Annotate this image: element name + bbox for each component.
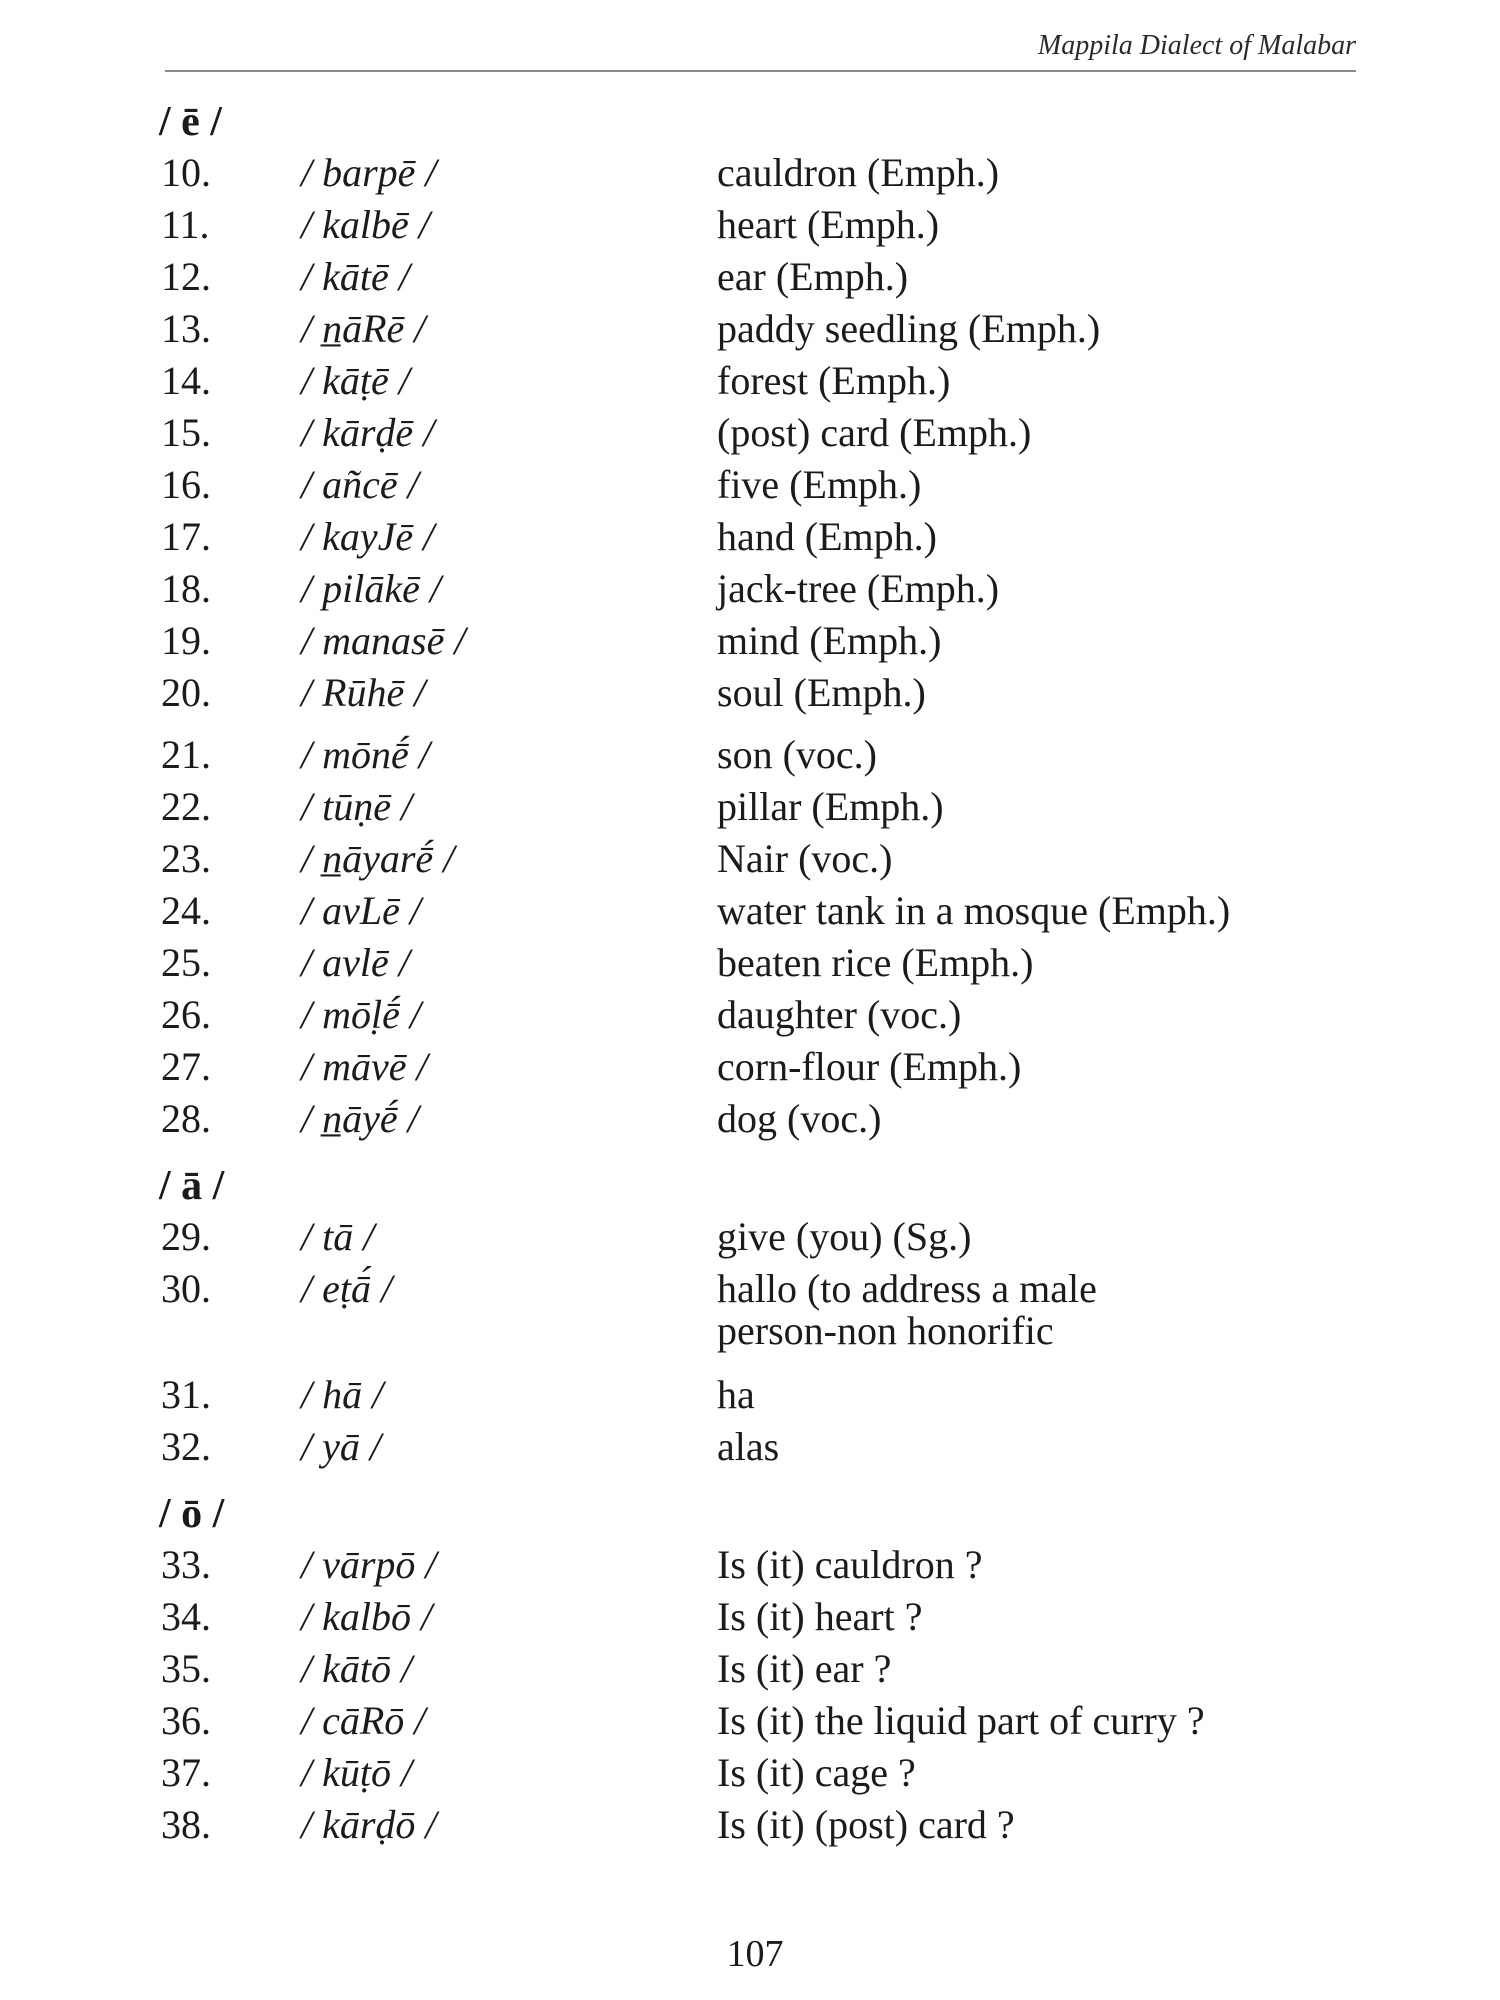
list-item [157, 1648, 1357, 1700]
entry-number: 21. [161, 732, 211, 777]
entry-number: 11. [161, 202, 210, 247]
gloss: water tank in a mosque (Emph.) [717, 888, 1231, 933]
entry-number: 13. [161, 306, 211, 351]
list-item [157, 942, 1357, 994]
gloss: paddy seedling (Emph.) [717, 306, 1101, 351]
gloss: pillar (Emph.) [717, 784, 944, 829]
entry-number: 31. [161, 1372, 211, 1417]
list-item [157, 464, 1357, 516]
phonemic-form: / yā / [301, 1424, 381, 1469]
phonemic-form: / barpē / [301, 150, 437, 195]
list-item [157, 1426, 1357, 1478]
phonemic-form: / avLē / [301, 888, 421, 933]
list-item [157, 1700, 1357, 1752]
phonemic-form: / mōnḗ / [301, 732, 430, 777]
list-item [157, 1374, 1357, 1426]
list-item [157, 890, 1357, 942]
phonemic-form: / kūṭō / [301, 1750, 413, 1795]
entry-number: 38. [161, 1802, 211, 1847]
list-item [157, 1268, 1357, 1374]
phonemic-form: / añcē / [301, 462, 419, 507]
gloss: son (voc.) [717, 732, 877, 777]
section-heading: / ē / [159, 99, 222, 145]
list-item [157, 734, 1357, 786]
entry-number: 28. [161, 1096, 211, 1141]
phonemic-form: / kārḍō / [301, 1802, 437, 1847]
list-item [157, 620, 1357, 672]
entry-number: 27. [161, 1044, 211, 1089]
section-heading: / ō / [159, 1491, 225, 1537]
phonemic-form: / n̲āyarḗ / [301, 836, 455, 881]
gloss: ha [717, 1372, 755, 1417]
list-item [157, 838, 1357, 890]
list-item [157, 152, 1357, 204]
entry-number: 20. [161, 670, 211, 715]
list-item [157, 1216, 1357, 1268]
list-item [157, 672, 1357, 724]
phonemic-form: / avlē / [301, 940, 410, 985]
gloss: Is (it) cage ? [717, 1750, 916, 1795]
phonemic-form: / kayJē / [301, 514, 435, 559]
list-item [157, 1098, 1357, 1150]
list-item [157, 786, 1357, 838]
entry-number: 23. [161, 836, 211, 881]
list-item [157, 360, 1357, 412]
gloss: jack-tree (Emph.) [717, 566, 1000, 611]
section-e-long [157, 92, 1357, 1150]
section-o-long [157, 1484, 1357, 1856]
gloss: alas [717, 1424, 780, 1469]
gloss: heart (Emph.) [717, 202, 940, 247]
gloss: (post) card (Emph.) [717, 410, 1032, 455]
entry-number: 24. [161, 888, 211, 933]
phonemic-form: / eṭā́ / [301, 1266, 393, 1311]
gloss: give (you) (Sg.) [717, 1214, 972, 1259]
gloss: Is (it) heart ? [717, 1594, 923, 1639]
phonemic-form: / kalbō / [301, 1594, 433, 1639]
list-item [157, 1752, 1357, 1804]
phonemic-form: / kāṭē / [301, 358, 410, 403]
entry-number: 30. [161, 1266, 211, 1311]
gloss: Is (it) cauldron ? [717, 1542, 983, 1587]
gloss: Nair (voc.) [717, 836, 893, 881]
phonemic-form: / kārḍē / [301, 410, 435, 455]
list-item [157, 568, 1357, 620]
phonemic-form: / vārpō / [301, 1542, 437, 1587]
list-item [157, 412, 1357, 464]
gloss: mind (Emph.) [717, 618, 942, 663]
phonemic-form: / kātē / [301, 254, 410, 299]
entry-number: 14. [161, 358, 211, 403]
list-item [157, 516, 1357, 568]
entry-number: 15. [161, 410, 211, 455]
phonemic-form: / kalbē / [301, 202, 430, 247]
list-item [157, 1596, 1357, 1648]
entry-number: 17. [161, 514, 211, 559]
list-item [157, 204, 1357, 256]
entry-number: 16. [161, 462, 211, 507]
entry-number: 22. [161, 784, 211, 829]
gloss: forest (Emph.) [717, 358, 951, 403]
list-item [157, 994, 1357, 1046]
phonemic-form: / kātō / [301, 1646, 413, 1691]
header-rule [165, 70, 1356, 72]
phonemic-form: / māvē / [301, 1044, 428, 1089]
list-item [157, 1046, 1357, 1098]
entry-number: 29. [161, 1214, 211, 1259]
phonemic-form: / n̲āRē / [301, 306, 426, 351]
entry-number: 34. [161, 1594, 211, 1639]
section-heading: / ā / [159, 1163, 225, 1209]
entry-number: 36. [161, 1698, 211, 1743]
entry-number: 25. [161, 940, 211, 985]
gloss: daughter (voc.) [717, 992, 962, 1037]
gloss: Is (it) the liquid part of curry ? [717, 1698, 1205, 1743]
gloss: hallo (to address a male person-non honorific [717, 1266, 1097, 1353]
entry-number: 12. [161, 254, 211, 299]
running-header: Mappila Dialect of Malabar [1037, 30, 1356, 61]
phonemic-form: / tūṇē / [301, 784, 413, 829]
list-item [157, 1544, 1357, 1596]
gloss: cauldron (Emph.) [717, 150, 1000, 195]
gloss: five (Emph.) [717, 462, 922, 507]
phonemic-form: / pilākē / [301, 566, 441, 611]
entry-number: 37. [161, 1750, 211, 1795]
entry-number: 35. [161, 1646, 211, 1691]
phonemic-form: / manasē / [301, 618, 466, 663]
entry-number: 26. [161, 992, 211, 1037]
page-number: 107 [726, 1933, 784, 1975]
list-item [157, 256, 1357, 308]
list-item [157, 308, 1357, 360]
gloss: ear (Emph.) [717, 254, 909, 299]
phonemic-form: / hā / [301, 1372, 384, 1417]
gloss: dog (voc.) [717, 1096, 882, 1141]
phonemic-form: / tā / [301, 1214, 375, 1259]
entry-number: 19. [161, 618, 211, 663]
phonemic-form: / cāRō / [301, 1698, 426, 1743]
gloss: hand (Emph.) [717, 514, 937, 559]
phonemic-form: / Rūhē / [301, 670, 426, 715]
gloss: Is (it) (post) card ? [717, 1802, 1015, 1847]
section-a-long [157, 1156, 1357, 1478]
gloss: corn-flour (Emph.) [717, 1044, 1022, 1089]
list-item [157, 1804, 1357, 1856]
entry-number: 18. [161, 566, 211, 611]
gloss: soul (Emph.) [717, 670, 926, 715]
phonemic-form: / n̲āyḗ / [301, 1096, 419, 1141]
entry-number: 32. [161, 1424, 211, 1469]
gloss: beaten rice (Emph.) [717, 940, 1034, 985]
word-list [157, 92, 1357, 1856]
gloss: Is (it) ear ? [717, 1646, 892, 1691]
entry-number: 33. [161, 1542, 211, 1587]
entry-number: 10. [161, 150, 211, 195]
phonemic-form: / mōḷḗ / [301, 992, 421, 1037]
